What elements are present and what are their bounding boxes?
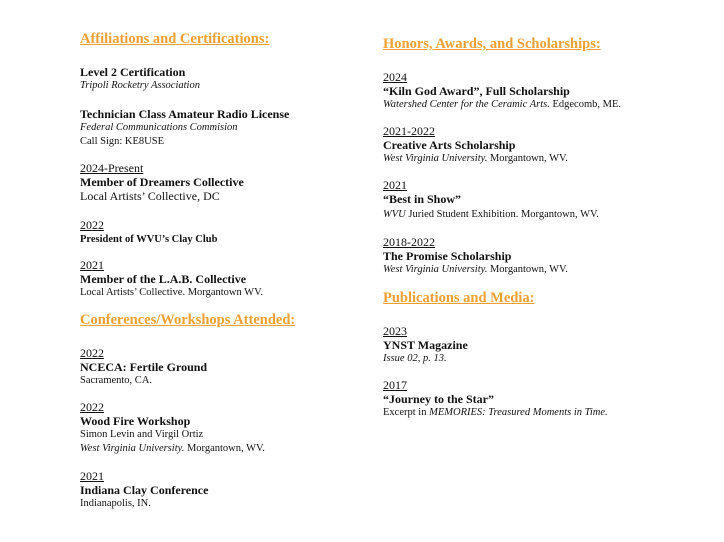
entry-title: Creative Arts Scholarship <box>383 138 516 152</box>
entry-year: 2022 <box>80 346 104 360</box>
entry-year: 2017 <box>383 378 407 392</box>
entry-title: NCECA: Fertile Ground <box>80 360 208 374</box>
entry-year: 2021 <box>80 258 104 272</box>
entry-place-institution: West Virginia University. <box>383 153 488 164</box>
honors-heading: Honors, Awards, and Scholarships: <box>383 36 601 52</box>
entry-year: 2022 <box>80 400 104 414</box>
affiliations-heading: Affiliations and Certifications: <box>80 31 270 47</box>
entry-year: 2021 <box>80 469 104 483</box>
conference-entry <box>80 469 208 511</box>
conference-entry <box>80 400 265 456</box>
entry-place <box>383 208 599 222</box>
entry-place <box>383 152 568 166</box>
entry-place-location: Morgantown, WV. <box>487 264 568 275</box>
entry-people: Simon Levin and Virgil Ortiz <box>80 429 204 440</box>
entry-title: “Best in Show” <box>383 192 462 206</box>
entry-detail-book: MEMORIES: Treasured Moments in Time. <box>429 407 608 418</box>
entry-year: 2024 <box>383 70 407 84</box>
entry-year: 2024-Present <box>80 161 144 175</box>
entry-title: Technician Class Amateur Radio License <box>80 107 290 121</box>
entry-detail: Local Artists’ Collective. Morgantown WV. <box>80 287 263 298</box>
entry-title: The Promise Scholarship <box>383 249 512 263</box>
entry-year: 2022 <box>80 218 104 232</box>
entry-title: Indiana Clay Conference <box>80 483 209 497</box>
honor-entry <box>383 178 599 222</box>
entry-detail: Indianapolis, IN. <box>80 498 151 509</box>
entry-place-location: Morgantown, WV. <box>487 153 568 164</box>
entry-title: President of WVU’s Clay Club <box>80 234 218 245</box>
entry-place-institution: Watershed Center for the Ceramic Arts. <box>383 99 550 110</box>
affiliation-entry <box>80 65 200 93</box>
entry-place-location: Juried Student Exhibition. Morgantown, WV. <box>405 209 599 220</box>
entry-year: 2021 <box>383 178 407 192</box>
entry-place <box>383 98 621 112</box>
affiliation-entry <box>80 107 289 149</box>
entry-detail-prefix: Excerpt in <box>383 407 430 418</box>
affiliation-entry <box>80 218 217 248</box>
honor-entry <box>383 70 621 112</box>
entry-title: Wood Fire Workshop <box>80 414 191 428</box>
entry-title: Member of the L.A.B. Collective <box>80 272 247 286</box>
entry-call-sign: Call Sign: KE8USE <box>80 136 165 147</box>
entry-place-institution: West Virginia University. <box>383 264 488 275</box>
entry-detail <box>383 406 608 420</box>
entry-place-location: Edgecomb, ME. <box>549 99 621 110</box>
entry-detail: Sacramento, CA. <box>80 375 153 386</box>
entry-place-institution: WVU <box>383 209 406 220</box>
entry-year: 2018-2022 <box>383 235 435 249</box>
entry-place <box>80 442 265 456</box>
entry-title: “Kiln God Award”, Full Scholarship <box>383 84 570 98</box>
entry-year: 2023 <box>383 324 407 338</box>
affiliation-entry <box>80 258 263 300</box>
entry-title: Member of Dreamers Collective <box>80 175 244 189</box>
affiliation-entry <box>80 161 244 203</box>
honor-entry <box>383 124 568 166</box>
entry-place <box>383 263 568 277</box>
publication-entry <box>383 324 468 366</box>
entry-title: Level 2 Certification <box>80 65 186 79</box>
publication-entry <box>383 378 608 420</box>
entry-org: Tripoli Rocketry Association <box>80 80 200 91</box>
entry-detail: Local Artists’ Collective, DC <box>80 189 220 203</box>
honor-entry <box>383 235 568 277</box>
conference-entry <box>80 346 207 388</box>
entry-org: Federal Communications Commision <box>80 122 238 133</box>
entry-title: “Journey to the Star” <box>383 392 494 406</box>
conferences-heading: Conferences/Workshops Attended: <box>80 312 296 328</box>
entry-detail: Issue 02, p. 13. <box>383 353 447 364</box>
entry-title: YNST Magazine <box>383 338 468 352</box>
publications-heading: Publications and Media: <box>383 290 535 306</box>
entry-place-location: Morgantown, WV. <box>184 443 265 454</box>
entry-place-institution: West Virginia University. <box>80 443 185 454</box>
entry-year: 2021-2022 <box>383 124 435 138</box>
